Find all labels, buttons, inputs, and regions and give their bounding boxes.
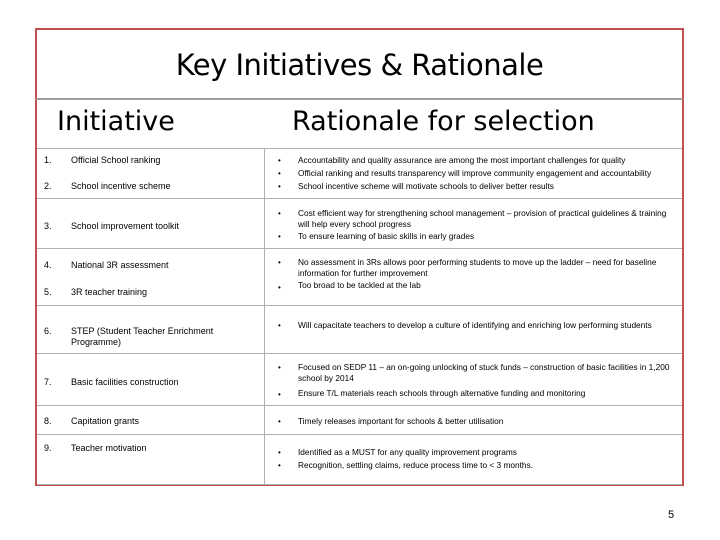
bullet-icon: • xyxy=(278,283,281,292)
rationale-item: Focused on SEDP 11 – an on-going unlocking of stuck funds – construction of basic facilities in 1,200 school by 2014 xyxy=(298,362,670,383)
row-number: 9. xyxy=(44,443,52,453)
rationale-item: Identified as a MUST for any quality improvement programs xyxy=(298,447,517,457)
initiative-cell: Capitation grants xyxy=(71,416,140,426)
rationale-item: To ensure learning of basic skills in early grades xyxy=(298,231,475,241)
rationale-item: Timely releases important for schools & better utilisation xyxy=(298,416,504,426)
rationale-item: No assessment in 3Rs allows poor performing students to move up the ladder – need for baseline information for further improvement xyxy=(298,257,657,278)
row-number: 8. xyxy=(44,416,52,426)
initiative-cell: School incentive scheme xyxy=(71,181,171,191)
bullet-icon: • xyxy=(278,417,281,426)
column-header-rationale: Rationale for selection xyxy=(292,106,595,137)
rationale-item: Too broad to be tackled at the lab xyxy=(298,280,421,290)
column-header-initiative: Initiative xyxy=(57,106,175,137)
rationale-item: Ensure T/L materials reach schools through alternative funding and monitoring xyxy=(298,388,586,398)
rationale-item: Cost efficient way for strengthening school management – provision of practical guidelines & training will help every school progress xyxy=(298,208,667,229)
rationale-item: Recognition, settling claims, reduce process time to < 3 months. xyxy=(298,460,533,470)
rationale-item: Will capacitate teachers to develop a culture of identifying and enriching low performing students xyxy=(298,320,652,330)
title-box xyxy=(35,28,684,100)
initiative-cell: Teacher motivation xyxy=(71,443,147,453)
rationale-item: School incentive scheme will motivate schools to deliver better results xyxy=(298,181,554,191)
initiative-cell: Official School ranking xyxy=(71,155,161,165)
row-divider xyxy=(37,305,682,306)
bullet-icon: • xyxy=(278,321,281,330)
bullet-icon: • xyxy=(278,169,281,178)
initiative-cell: School improvement toolkit xyxy=(71,221,180,231)
row-divider xyxy=(37,353,682,354)
bullet-icon: • xyxy=(278,182,281,191)
bullet-icon: • xyxy=(278,363,281,372)
rationale-item: Accountability and quality assurance are among the most important challenges for quality xyxy=(298,155,626,165)
row-number: 6. xyxy=(44,326,52,336)
row-number: 5. xyxy=(44,287,52,297)
initiative-cell: Basic facilities construction xyxy=(71,377,179,387)
row-divider xyxy=(37,248,682,249)
table-top-border xyxy=(37,148,682,149)
bullet-icon: • xyxy=(278,461,281,470)
initiative-cell: 3R teacher training xyxy=(71,287,148,297)
bullet-icon: • xyxy=(278,258,281,267)
table-bottom-border xyxy=(37,484,682,485)
row-number: 7. xyxy=(44,377,52,387)
initiative-cell: STEP (Student Teacher Enrichment Programme) xyxy=(71,326,214,347)
row-divider xyxy=(37,405,682,406)
row-number: 1. xyxy=(44,155,52,165)
bullet-icon: • xyxy=(278,448,281,457)
column-divider xyxy=(264,148,265,484)
page-title: Key Initiatives & Rationale xyxy=(175,48,544,82)
row-number: 2. xyxy=(44,181,52,191)
row-number: 4. xyxy=(44,260,52,270)
rationale-item: Official ranking and results transparency will improve community engagement and accountability xyxy=(298,168,652,178)
row-divider xyxy=(37,198,682,199)
bullet-icon: • xyxy=(278,156,281,165)
row-number: 3. xyxy=(44,221,52,231)
bullet-icon: • xyxy=(278,209,281,218)
row-divider xyxy=(37,434,682,435)
page-number: 5 xyxy=(668,509,675,521)
bullet-icon: • xyxy=(278,390,281,399)
bullet-icon: • xyxy=(278,232,281,241)
initiative-cell: National 3R assessment xyxy=(71,260,169,270)
